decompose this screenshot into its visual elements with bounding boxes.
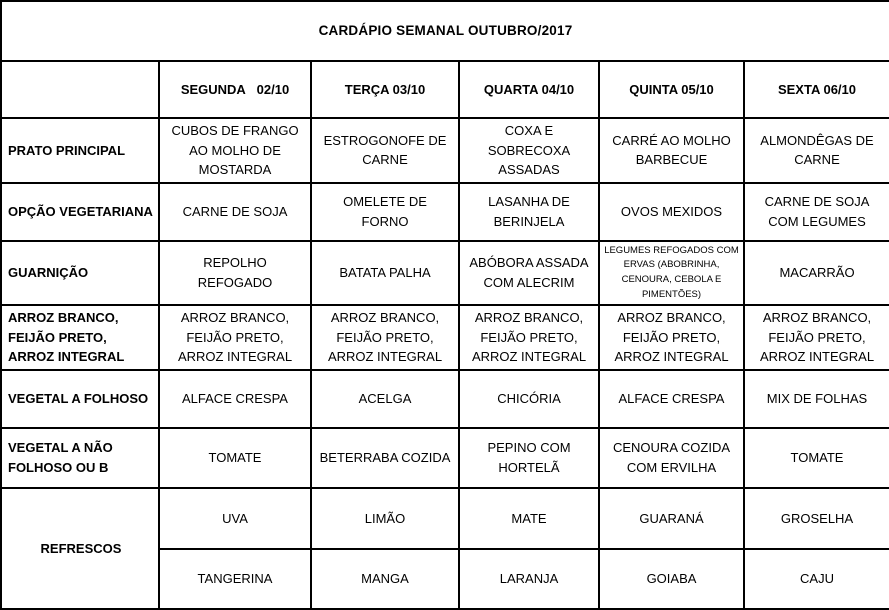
day-header-quarta: QUARTA 04/10: [459, 61, 599, 118]
menu-cell: CARNE DE SOJA: [159, 183, 311, 241]
menu-cell: PEPINO COM HORTELÃ: [459, 428, 599, 488]
day-header-terca: TERÇA 03/10: [311, 61, 459, 118]
menu-cell: GROSELHA: [744, 488, 889, 549]
menu-cell: ABÓBORA ASSADA COM ALECRIM: [459, 241, 599, 306]
day-header-segunda: SEGUNDA 02/10: [159, 61, 311, 118]
menu-cell: COXA E SOBRECOXA ASSADAS: [459, 118, 599, 183]
menu-cell: MACARRÃO: [744, 241, 889, 306]
menu-cell: ARROZ BRANCO, FEIJÃO PRETO, ARROZ INTEGRAL: [599, 305, 744, 370]
menu-cell: ALFACE CRESPA: [599, 370, 744, 428]
row-label-arroz-feijao: ARROZ BRANCO, FEIJÃO PRETO, ARROZ INTEGRAL: [1, 305, 159, 370]
menu-cell: BATATA PALHA: [311, 241, 459, 306]
menu-cell: ARROZ BRANCO, FEIJÃO PRETO, ARROZ INTEGRAL: [459, 305, 599, 370]
page-title: CARDÁPIO SEMANAL OUTUBRO/2017: [1, 1, 889, 61]
menu-cell: MANGA: [311, 549, 459, 609]
day-header-quinta: QUINTA 05/10: [599, 61, 744, 118]
menu-cell: CARNE DE SOJA COM LEGUMES: [744, 183, 889, 241]
menu-cell: LASANHA DE BERINJELA: [459, 183, 599, 241]
row-label-refrescos: REFRESCOS: [1, 488, 159, 609]
menu-cell: CAJU: [744, 549, 889, 609]
menu-cell: MATE: [459, 488, 599, 549]
menu-cell: MIX DE FOLHAS: [744, 370, 889, 428]
row-label-vegetal-nao-folhoso: VEGETAL A NÃO FOLHOSO OU B: [1, 428, 159, 488]
menu-cell: CENOURA COZIDA COM ERVILHA: [599, 428, 744, 488]
row-label-prato-principal: PRATO PRINCIPAL: [1, 118, 159, 183]
menu-cell: LARANJA: [459, 549, 599, 609]
menu-cell: ARROZ BRANCO, FEIJÃO PRETO, ARROZ INTEGRAL: [744, 305, 889, 370]
day-header-sexta: SEXTA 06/10: [744, 61, 889, 118]
row-label-opcao-vegetariana: OPÇÃO VEGETARIANA: [1, 183, 159, 241]
menu-cell: GOIABA: [599, 549, 744, 609]
menu-cell: GUARANÁ: [599, 488, 744, 549]
menu-cell: ESTROGONOFE DE CARNE: [311, 118, 459, 183]
menu-cell: OVOS MEXIDOS: [599, 183, 744, 241]
menu-cell: UVA: [159, 488, 311, 549]
menu-cell: LIMÃO: [311, 488, 459, 549]
menu-cell: ACELGA: [311, 370, 459, 428]
menu-cell: TOMATE: [744, 428, 889, 488]
menu-cell: OMELETE DE FORNO: [311, 183, 459, 241]
menu-cell: TANGERINA: [159, 549, 311, 609]
menu-cell: ARROZ BRANCO, FEIJÃO PRETO, ARROZ INTEGRAL: [311, 305, 459, 370]
menu-cell: ALMONDÊGAS DE CARNE: [744, 118, 889, 183]
corner-cell: [1, 61, 159, 118]
menu-cell: CUBOS DE FRANGO AO MOLHO DE MOSTARDA: [159, 118, 311, 183]
menu-cell: CHICÓRIA: [459, 370, 599, 428]
menu-cell: BETERRABA COZIDA: [311, 428, 459, 488]
menu-cell: REPOLHO REFOGADO: [159, 241, 311, 306]
menu-cell: ARROZ BRANCO, FEIJÃO PRETO, ARROZ INTEGRAL: [159, 305, 311, 370]
row-label-guarnicao: GUARNIÇÃO: [1, 241, 159, 306]
row-label-vegetal-folhoso: VEGETAL A FOLHOSO: [1, 370, 159, 428]
menu-cell: ALFACE CRESPA: [159, 370, 311, 428]
menu-cell: LEGUMES REFOGADOS COM ERVAS (ABOBRINHA, CENOURA, CEBOLA E PIMENTÕES): [599, 241, 744, 306]
menu-cell: TOMATE: [159, 428, 311, 488]
menu-cell: CARRÉ AO MOLHO BARBECUE: [599, 118, 744, 183]
